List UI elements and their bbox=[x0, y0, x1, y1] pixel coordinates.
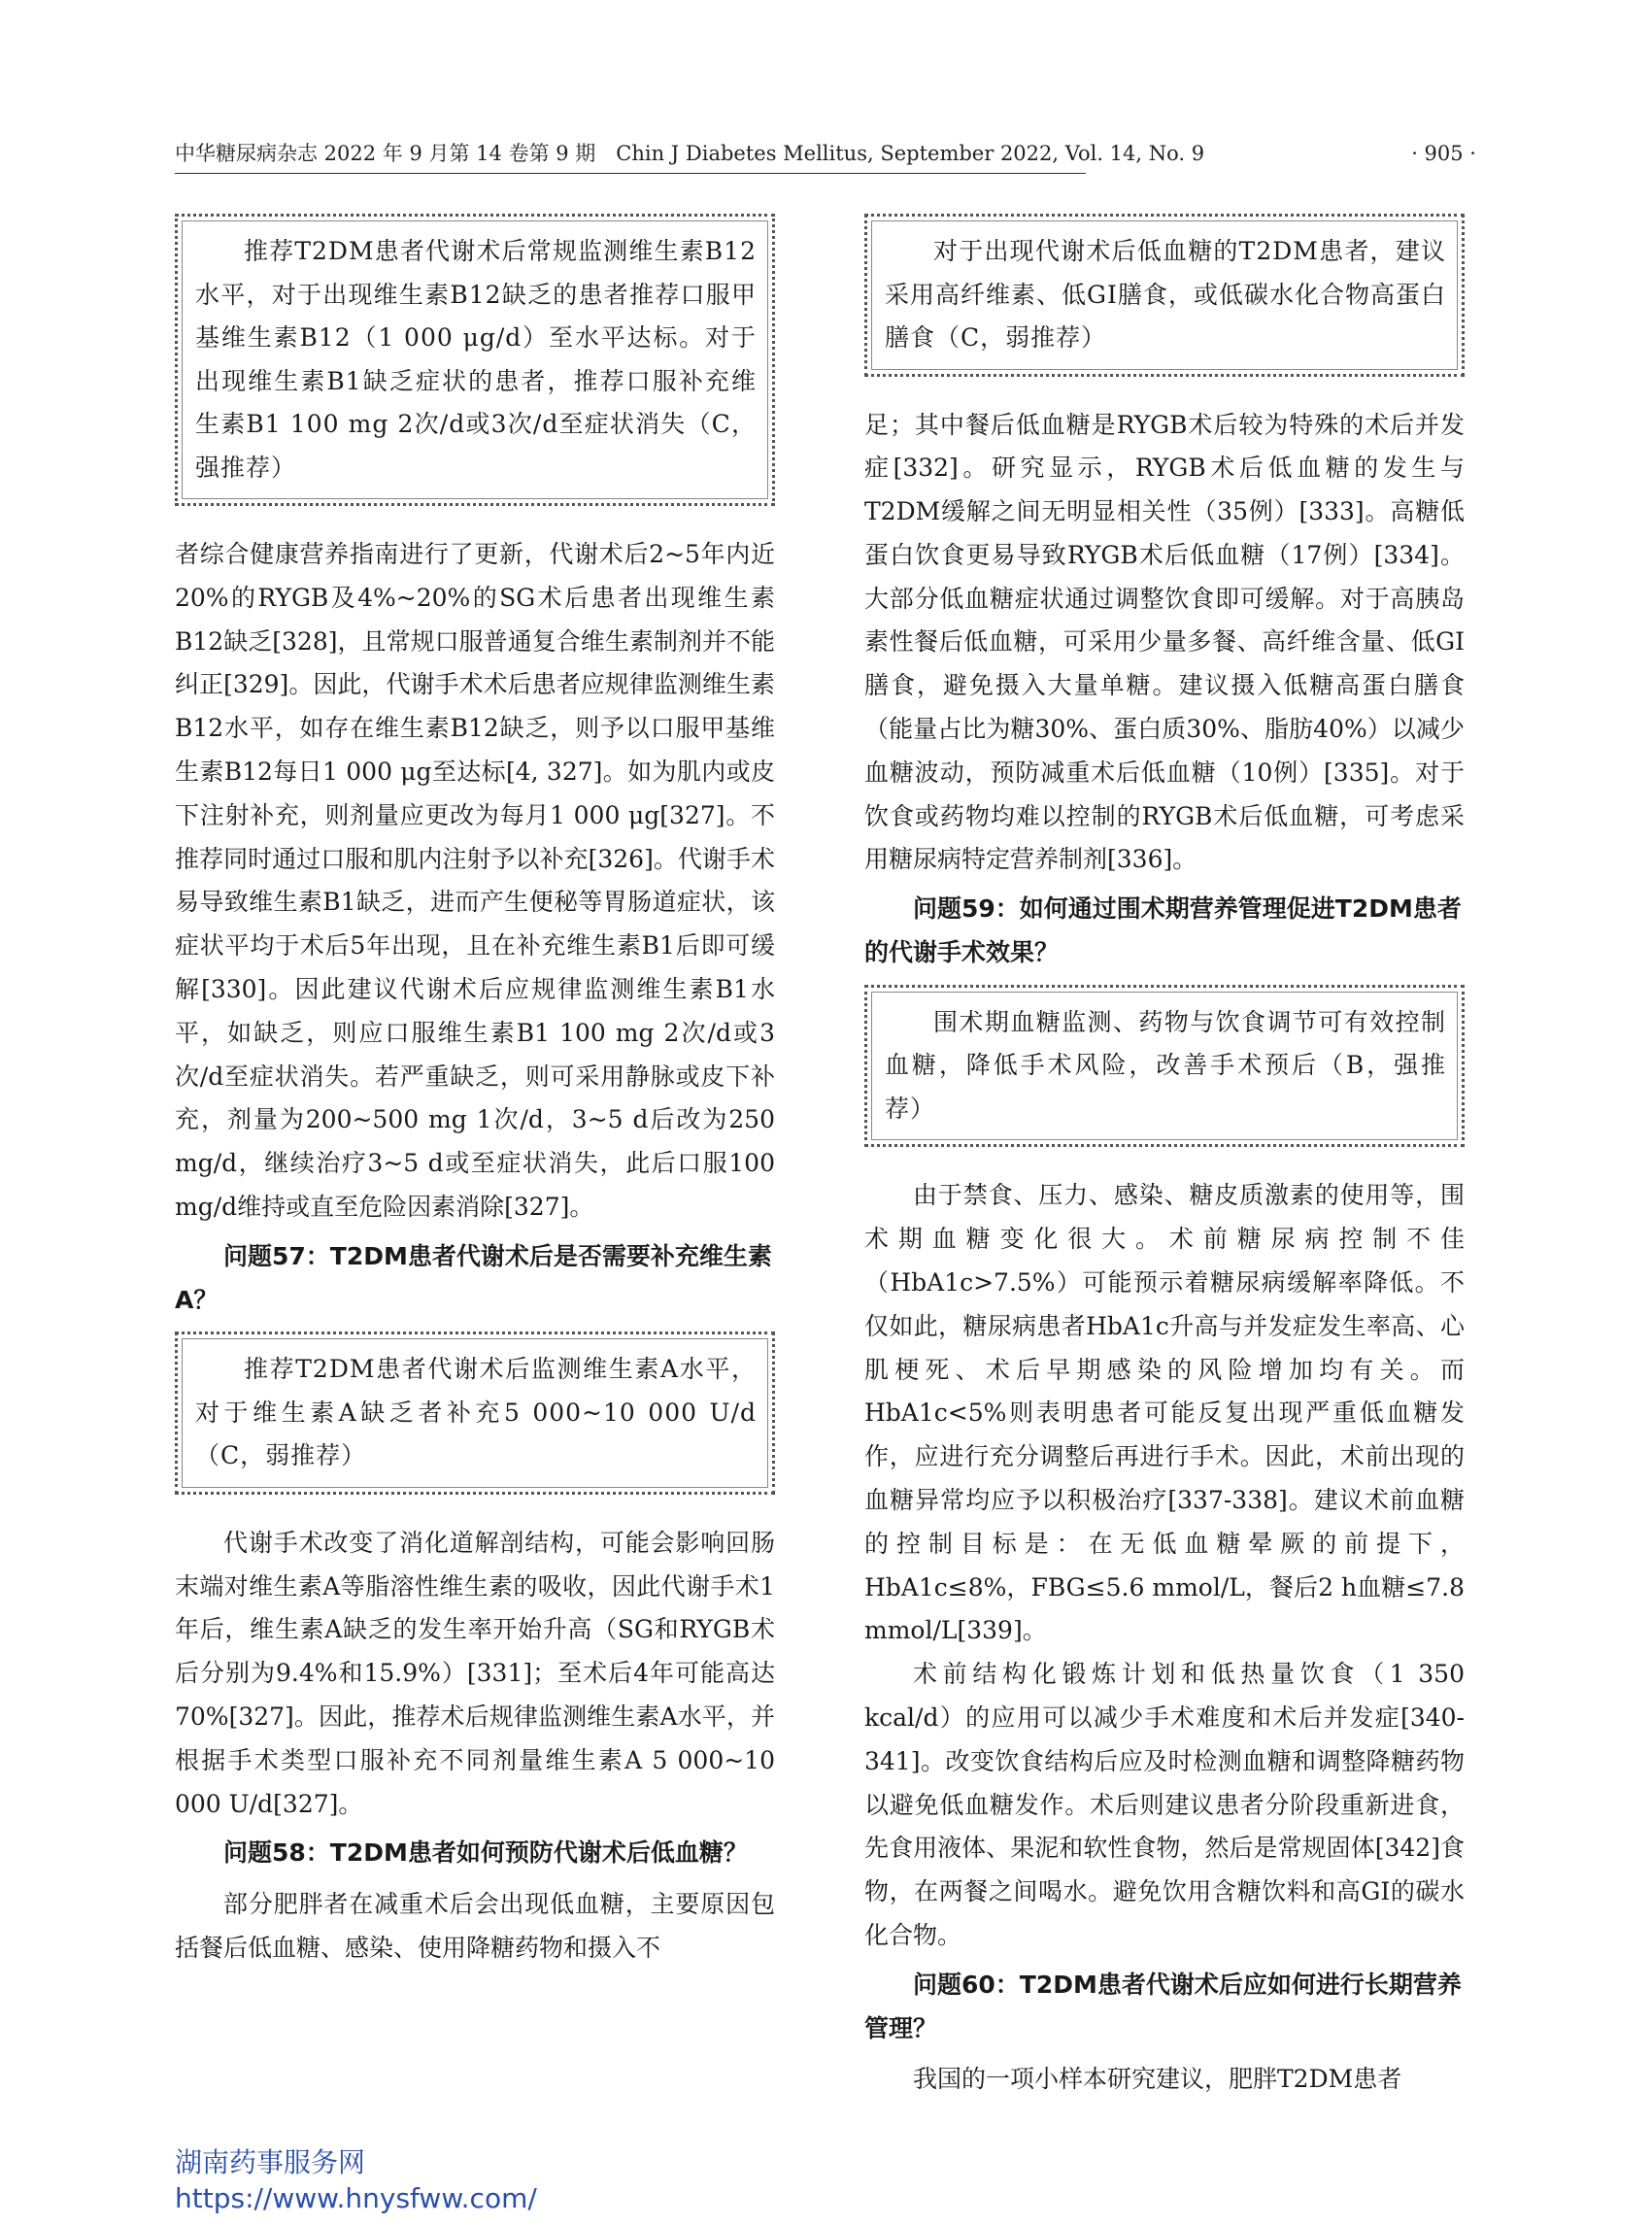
body-paragraph: 由于禁食、压力、感染、糖皮质激素的使用等，围术期血糖变化很大。术前糖尿病控制不佳（HbA1c>7.5%）可能预示着糖尿病缓解率降低。不仅如此，糖尿病患者HbA1c升高与并发症发生率高、心肌梗死、术后早期感染的风险增加均有关。而HbA1c<5%则表明患者可能反复出现严重低血糖发作，应进行充分调整后再进行手术。因此，术前出现的血糖异常均应予以积极治疗[337-338]。建议术前血糖的控制目标是：在无低血糖晕厥的前提下，HbA1c≤8%，FBG≤5.6 mmol/L，餐后2 h血糖≤7.8 mmol/L[339]。 bbox=[864, 1181, 1465, 1645]
right-column bbox=[864, 204, 1465, 2102]
body-paragraph: 代谢手术改变了消化道解剖结构，可能会影响回肠末端对维生素A等脂溶性维生素的吸收，因此代谢手术1年后，维生素A缺乏的发生率开始升高（SG和RYGB术后分别为9.4%和15.9%）[331]；至术后4年可能高达70%[327]。因此，推荐术后规律监测维生素A水平，并根据手术类型口服补充不同剂量维生素A 5 000~10 000 U/d[327]。 bbox=[175, 1528, 775, 1818]
recommendation-text: 推荐T2DM患者代谢术后常规监测维生素B12水平，对于出现维生素B12缺乏的患者推荐口服甲基维生素B12（1 000 μg/d）至水平达标。对于出现维生素B1缺乏症状的患者，推荐口服补充维生素B1 100 mg 2次/d或3次/d至症状消失（C，强推荐） bbox=[195, 237, 757, 482]
question-heading-58: 问题58：T2DM患者如何预防代谢术后低血糖？ bbox=[223, 1838, 748, 1868]
watermark-url[interactable]: https://www.hnysfww.com/ bbox=[175, 2182, 537, 2214]
recommendation-text: 围术期血糖监测、药物与饮食调节可有效控制血糖，降低手术风险，改善手术预后（B，强推荐） bbox=[885, 1007, 1446, 1123]
left-column bbox=[175, 204, 775, 1971]
body-paragraph: 足；其中餐后低血糖是RYGB术后较为特殊的术后并发症[332]。研究显示，RYGB术后低血糖的发生与T2DM缓解之间无明显相关性（35例）[333]。高糖低蛋白饮食更易导致RYGB术后低血糖（17例）[334]。大部分低血糖症状通过调整饮食即可缓解。对于高胰岛素性餐后低血糖，可采用少量多餐、高纤维含量、低GI膳食，避免摄入大量单糖。建议摄入低糖高蛋白膳食（能量占比为糖30%、蛋白质30%、脂肪40%）以减少血糖波动，预防减重术后低血糖（10例）[335]。对于饮食或药物均难以控制的RYGB术后低血糖，可考虑采用糖尿病特定营养制剂[336]。 bbox=[864, 410, 1465, 874]
recommendation-box-b12 bbox=[175, 214, 775, 506]
recommendation-box-vitamin-a bbox=[175, 1332, 775, 1495]
body-paragraph: 术前结构化锻炼计划和低热量饮食（1 350 kcal/d）的应用可以减少手术难度和术后并发症[340-341]。改变饮食结构后应及时检测血糖和调整降糖药物以避免低血糖发作。术后则建议患者分阶段重新进食，先食用液体、果泥和软性食物，然后是常规固体[342]食物，在两餐之间喝水。避免饮用含糖饮料和高GI的碳水化合物。 bbox=[864, 1660, 1465, 1949]
recommendation-box-hypoglycemia bbox=[864, 214, 1465, 377]
page-header bbox=[175, 136, 1476, 171]
watermark-site-name: 湖南药事服务网 bbox=[175, 2146, 366, 2178]
watermark-footer bbox=[175, 2144, 537, 2216]
question-heading-59: 问题59：如何通过围术期营养管理促进T2DM患者的代谢手术效果？ bbox=[864, 894, 1462, 967]
journal-citation: 中华糖尿病杂志 2022 年 9 月第 14 卷第 9 期 Chin J Diabetes Mellitus, September 2022, Vol. 14, No. 9 bbox=[175, 142, 1205, 165]
recommendation-text: 对于出现代谢术后低血糖的T2DM患者，建议采用高纤维素、低GI膳食，或低碳水化合物高蛋白膳食（C，弱推荐） bbox=[885, 237, 1446, 352]
recommendation-text: 推荐T2DM患者代谢术后监测维生素A水平，对于维生素A缺乏者补充5 000~10 000 U/d（C，弱推荐） bbox=[195, 1355, 757, 1470]
page-number: · 905 · bbox=[1411, 142, 1476, 165]
question-heading-60: 问题60：T2DM患者代谢术后应如何进行长期营养管理？ bbox=[864, 1970, 1462, 2042]
body-paragraph: 我国的一项小样本研究建议，肥胖T2DM患者 bbox=[913, 2065, 1402, 2094]
body-paragraph: 部分肥胖者在减重术后会出现低血糖，主要原因包括餐后低血糖、感染、使用降糖药物和摄入不 bbox=[175, 1890, 775, 1963]
question-heading-57: 问题57：T2DM患者代谢术后是否需要补充维生素A？ bbox=[175, 1241, 772, 1314]
body-paragraph: 者综合健康营养指南进行了更新，代谢术后2~5年内近20%的RYGB及4%~20%的SG术后患者出现维生素B12缺乏[328]，且常规口服普通复合维生素制剂并不能纠正[329]。因此，代谢手术术后患者应规律监测维生素B12水平，如存在维生素B12缺乏，则予以口服甲基维生素B12每日1 000 μg至达标[4, 327]。如为肌内或皮下注射补充，则剂量应更改为每月1 000 μg[327]。不推荐同时通过口服和肌内注射予以补充[326]。代谢手术易导致维生素B1缺乏，进而产生便秘等胃肠道症状，该症状平均于术后5年出现，且在补充维生素B1后即可缓解[330]。因此建议代谢术后应规律监测维生素B1水平，如缺乏，则应口服维生素B1 100 mg 2次/d或3次/d至症状消失。若严重缺乏，则可采用静脉或皮下补充，剂量为200~500 mg 1次/d，3~5 d后改为250 mg/d，继续治疗3~5 d或至症状消失，此后口服100 mg/d维持或直至危险因素消除[327]。 bbox=[175, 540, 775, 1221]
recommendation-box-perioperative bbox=[864, 985, 1465, 1148]
header-rule bbox=[175, 173, 1086, 174]
